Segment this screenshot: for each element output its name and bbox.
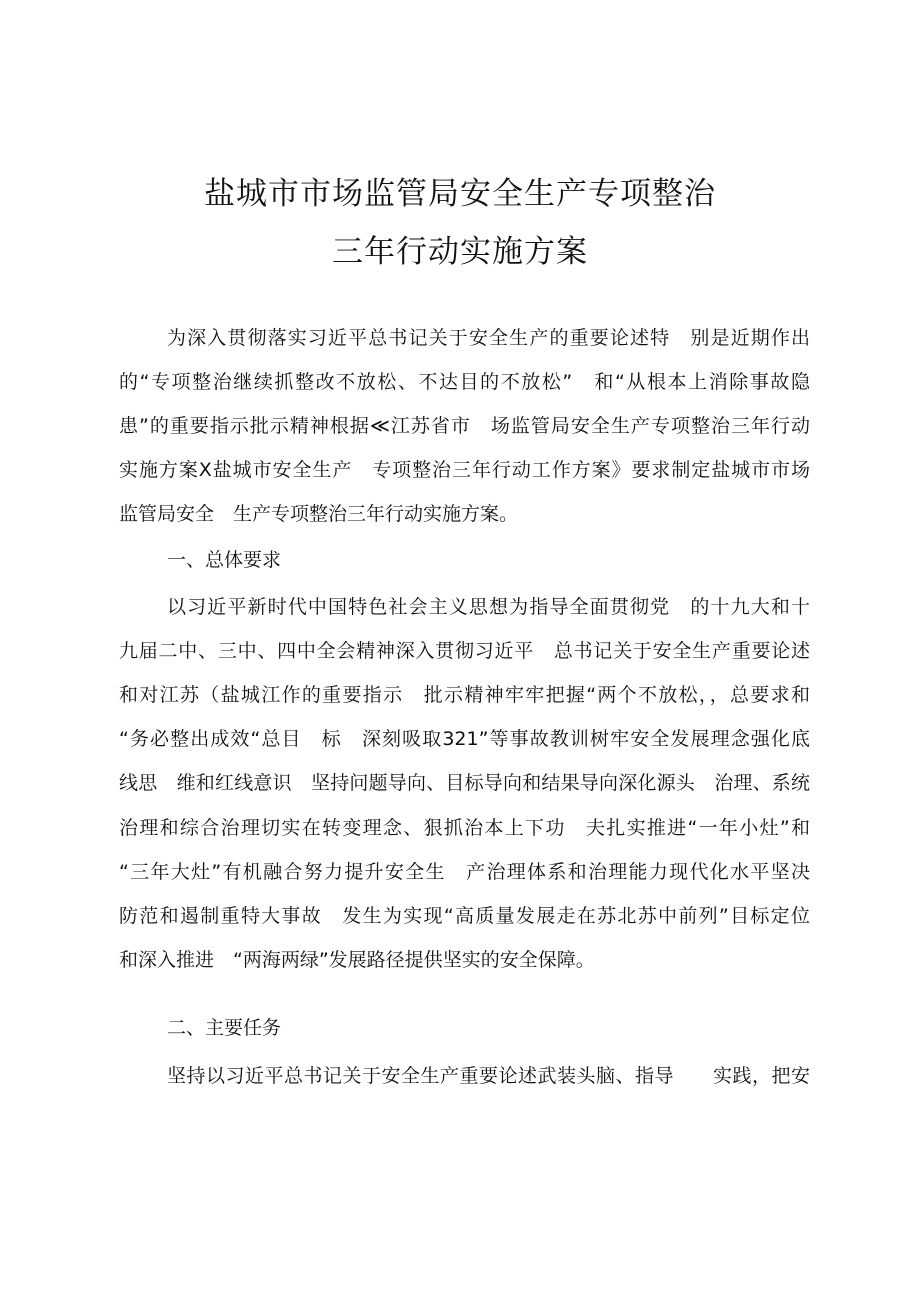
section-heading-overall-requirements: 一、总体要求 bbox=[167, 549, 282, 571]
section1-line: 和对江苏（盐城江作的重要指示 批示精神牢牢把握“两个不放松，，总要求和 bbox=[119, 684, 810, 706]
section1-line: 九届二中、三中、四中全会精神深入贯彻习近平 总书记关于安全生产重要论述 bbox=[119, 640, 810, 662]
section1-line: 线思 维和红线意识 坚持问题导向、目标导向和结果导向深化源头 治理、系统 bbox=[119, 772, 810, 794]
document-title-line-2: 三年行动实施方案 bbox=[332, 234, 588, 270]
section1-line: “务必整出成效“总目 标 深刻吸取321”等事故教训树牢安全发展理念强化底 bbox=[119, 728, 810, 750]
document-title-line-1: 盐城市市场监管局安全生产专项整治 bbox=[204, 176, 716, 212]
section-heading-main-tasks: 二、主要任务 bbox=[167, 1017, 282, 1039]
section1-line: 和深入推进 “两海两绿”发展路径提供坚实的安全保障。 bbox=[119, 949, 595, 971]
intro-line: 实施方案X盐城市安全生产 专项整治三年行动工作方案》要求制定盐城市市场 bbox=[119, 459, 810, 481]
intro-line: 为深入贯彻落实习近平总书记关于安全生产的重要论述特 别是近期作出 bbox=[167, 327, 810, 349]
intro-line: 患”的重要指示批示精神根据≪江苏省市 场监管局安全生产专项整治三年行动 bbox=[119, 415, 810, 437]
section1-line: “三年大灶”有机融合努力提升安全生 产治理体系和治理能力现代化水平坚决 bbox=[119, 861, 810, 883]
section1-line: 以习近平新时代中国特色社会主义思想为指导全面贯彻党 的十九大和十 bbox=[167, 596, 810, 618]
section1-line: 治理和综合治理切实在转变理念、狠抓治本上下功 夫扎实推进“一年小灶”和 bbox=[119, 817, 810, 839]
section1-line: 防范和遏制重特大事故 发生为实现“高质量发展走在苏北苏中前列”目标定位 bbox=[119, 905, 810, 927]
intro-line: 的“专项整治继续抓整改不放松、不达目的不放松” 和“从根本上消除事故隐 bbox=[119, 371, 810, 393]
section2-line: 坚持以习近平总书记关于安全生产重要论述武装头脑、指导 实践，把安 bbox=[167, 1065, 810, 1087]
intro-line: 监管局安全 生产专项整治三年行动实施方案。 bbox=[119, 503, 519, 525]
